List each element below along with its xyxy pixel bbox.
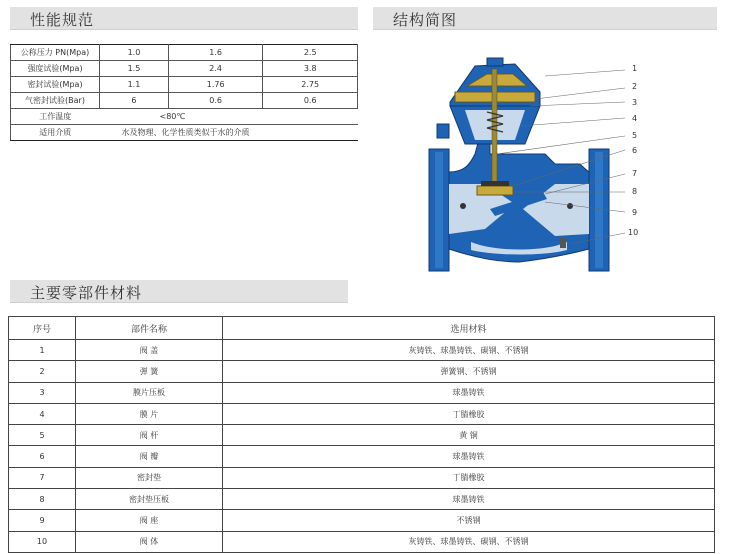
parts-title: 主要零部件材料 bbox=[30, 284, 143, 302]
parts-header-band bbox=[10, 280, 348, 303]
part-material: 黄 铜 bbox=[223, 425, 715, 446]
performance-title: 性能规范 bbox=[30, 11, 95, 29]
perf-value: 0.6 bbox=[263, 93, 358, 109]
part-name: 阀 瓣 bbox=[76, 446, 223, 467]
valve-disc bbox=[477, 186, 513, 195]
callout-label: 3 bbox=[632, 98, 638, 107]
table-row bbox=[9, 531, 715, 552]
part-material: 灰铸铁、球墨铸铁、碳钢、不锈钢 bbox=[223, 340, 715, 361]
part-no: 9 bbox=[9, 510, 76, 531]
valve-structure-diagram bbox=[395, 44, 665, 274]
part-no: 6 bbox=[9, 446, 76, 467]
perf-value: 1.6 bbox=[168, 45, 262, 61]
perf-label: 气密封试验(Bar) bbox=[11, 93, 100, 109]
table-row bbox=[9, 489, 715, 510]
work-temp-value: <80℃ bbox=[100, 109, 358, 125]
part-no: 3 bbox=[9, 382, 76, 403]
table-row bbox=[9, 510, 715, 531]
medium-value: 水及物理、化学性质类似于水的介质 bbox=[100, 125, 358, 141]
table-row bbox=[9, 361, 715, 382]
part-name: 阀 杆 bbox=[76, 425, 223, 446]
part-name: 密封垫压板 bbox=[76, 489, 223, 510]
header-material: 选用材料 bbox=[223, 317, 715, 340]
perf-value: 2.4 bbox=[168, 61, 262, 77]
part-material: 灰铸铁、球墨铸铁、碳钢、不锈钢 bbox=[223, 531, 715, 552]
part-no: 2 bbox=[9, 361, 76, 382]
callout-label: 8 bbox=[632, 187, 638, 196]
perf-row bbox=[11, 125, 358, 141]
perf-label: 公称压力 PN(Mpa) bbox=[11, 45, 100, 61]
part-name: 阀 盖 bbox=[76, 340, 223, 361]
parts-header-row bbox=[9, 317, 715, 340]
callout-label: 10 bbox=[628, 228, 639, 237]
part-name: 弹 簧 bbox=[76, 361, 223, 382]
callout-label: 4 bbox=[632, 114, 638, 123]
table-row bbox=[9, 467, 715, 488]
callout-label: 5 bbox=[632, 131, 638, 140]
part-name: 密封垫 bbox=[76, 467, 223, 488]
header-no: 序号 bbox=[9, 317, 76, 340]
part-material: 球墨铸铁 bbox=[223, 446, 715, 467]
callout-label: 1 bbox=[632, 64, 638, 73]
callout-label: 7 bbox=[632, 169, 638, 178]
part-material: 不锈钢 bbox=[223, 510, 715, 531]
medium-label: 适用介质 bbox=[11, 125, 100, 141]
part-material: 球墨铸铁 bbox=[223, 382, 715, 403]
part-material: 球墨铸铁 bbox=[223, 489, 715, 510]
part-name: 阀 体 bbox=[76, 531, 223, 552]
valve-stem bbox=[492, 69, 497, 194]
header-name: 部件名称 bbox=[76, 317, 223, 340]
part-material: 丁腈橡胶 bbox=[223, 403, 715, 424]
structure-title: 结构简图 bbox=[393, 11, 458, 29]
parts-table bbox=[8, 316, 715, 553]
part-no: 8 bbox=[9, 489, 76, 510]
perf-value: 0.6 bbox=[168, 93, 262, 109]
performance-header-band bbox=[10, 7, 358, 30]
part-no: 4 bbox=[9, 403, 76, 424]
perf-value: 3.8 bbox=[263, 61, 358, 77]
table-row bbox=[9, 382, 715, 403]
table-row bbox=[9, 425, 715, 446]
part-name: 膜片压板 bbox=[76, 382, 223, 403]
perf-label: 密封试验(Mpa) bbox=[11, 77, 100, 93]
perf-row bbox=[11, 109, 358, 125]
part-no: 1 bbox=[9, 340, 76, 361]
perf-value: 2.75 bbox=[263, 77, 358, 93]
perf-value: 1.76 bbox=[168, 77, 262, 93]
callout-label: 6 bbox=[632, 146, 638, 155]
perf-value: 2.5 bbox=[263, 45, 358, 61]
part-no: 10 bbox=[9, 531, 76, 552]
perf-value: 1.1 bbox=[100, 77, 169, 93]
perf-value: 6 bbox=[100, 93, 169, 109]
perf-row bbox=[11, 77, 358, 93]
part-name: 膜 片 bbox=[76, 403, 223, 424]
part-no: 7 bbox=[9, 467, 76, 488]
part-name: 阀 座 bbox=[76, 510, 223, 531]
table-row bbox=[9, 340, 715, 361]
part-material: 弹簧钢、不锈钢 bbox=[223, 361, 715, 382]
performance-table bbox=[10, 44, 358, 141]
table-row bbox=[9, 446, 715, 467]
perf-value: 1.0 bbox=[100, 45, 169, 61]
structure-header-band bbox=[373, 7, 717, 30]
perf-row bbox=[11, 61, 358, 77]
part-material: 丁腈橡胶 bbox=[223, 467, 715, 488]
table-row bbox=[9, 403, 715, 424]
perf-row bbox=[11, 93, 358, 109]
part-no: 5 bbox=[9, 425, 76, 446]
perf-label: 强度试验(Mpa) bbox=[11, 61, 100, 77]
perf-value: 1.5 bbox=[100, 61, 169, 77]
callout-label: 9 bbox=[632, 208, 638, 217]
work-temp-label: 工作温度 bbox=[11, 109, 100, 125]
perf-row bbox=[11, 45, 358, 61]
callout-label: 2 bbox=[632, 82, 638, 91]
